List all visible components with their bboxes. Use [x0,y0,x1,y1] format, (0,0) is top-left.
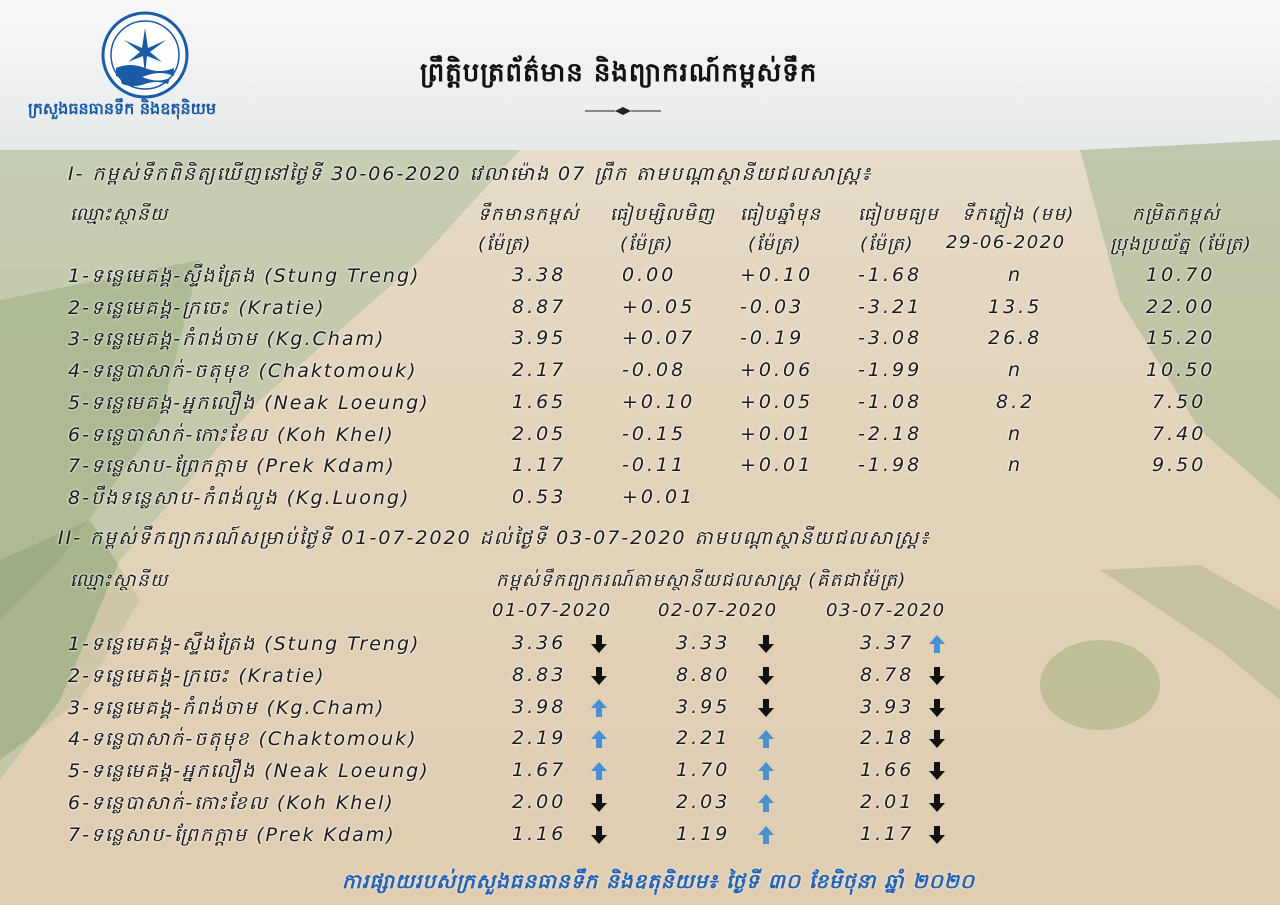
arrow-up-icon [756,825,776,845]
arrow-down-icon [756,634,776,654]
alarm-level: 22.00 [1146,295,1216,318]
vs-last-year: -0.19 [740,327,805,350]
alarm-level: 10.50 [1146,359,1216,382]
forecast-value: 8.83 [512,663,567,686]
col-average-header: ធៀបមធ្យម [858,204,940,225]
col-rain-header: ទឹកភ្លៀង (មម) [962,204,1075,225]
station-name: 1-ទន្លេមេគង្គ-ស្ទឹងត្រែង (Stung Treng) [68,265,421,287]
arrow-up-icon [927,634,947,654]
col-station-header-2: ឈ្មោះស្ថានីយ [70,570,169,591]
forecast-value: 2.19 [512,727,567,750]
forecast-value: 8.80 [676,663,731,686]
vs-last-year: +0.01 [740,454,814,477]
arrow-down-icon [589,793,609,813]
arrow-up-icon [756,761,776,781]
station-name: 3-ទន្លេមេគង្គ-កំពង់ចាម (Kg.Cham) [68,696,386,719]
arrow-down-icon [589,825,609,845]
vs-average: -3.21 [858,295,923,318]
station-name: 5-ទន្លេមេគង្គ-អ្នកលឿង (Neak Loeung) [68,760,430,783]
vs-yesterday: +0.10 [622,390,696,413]
forecast-value: 2.03 [676,791,731,813]
page-title: ព្រឹត្តិបត្រព័ត៌មាន និងព្យាករណ៍កម្ពស់ទឹក [420,58,818,88]
station-name: 4-ទន្លេបាសាក់-ចតុមុខ (Chaktomouk) [68,728,418,751]
forecast-value: 1.16 [512,822,567,845]
rainfall: 13.5 [988,295,1043,318]
col-alarm-header: កម្រិតកម្ពស់ [1132,204,1221,225]
forecast-value: 2.21 [676,727,731,750]
station-name: 6-ទន្លេបាសាក់-កោះខែល (Koh Khel) [68,792,395,814]
arrow-down-icon [756,666,776,686]
water-level: 1.17 [512,454,567,477]
col-alarm-unit: ប្រុងប្រយ័ត្ន (ម៉ែត្រ) [1110,234,1253,255]
forecast-value: 1.66 [860,759,915,782]
col-level-unit: (ម៉ែត្រ) [478,234,532,255]
station-name: 7-ទន្លេសាប-ព្រែកក្តាម (Prek Kdam) [68,455,396,478]
ministry-logo [100,10,190,100]
forecast-value: 8.78 [860,663,915,686]
arrow-down-icon [927,825,947,845]
rainfall: n [1008,454,1024,477]
station-name: 8-បឹងទន្លេសាប-កំពង់លួង (Kg.Luong) [68,486,411,509]
vs-last-year: +0.01 [740,422,814,445]
water-level: 8.87 [512,295,567,318]
footer-publication-note: ការផ្សាយរបស់ក្រសួងធនធានទឹក និងឧតុនិយម៖ ថ្ងៃទី ៣០ ខែមិថុនា ឆ្នាំ ២០២០ [342,869,976,893]
col-lastyear-header: ធៀបឆ្នាំមុន [740,204,822,225]
forecast-value: 1.67 [512,759,567,782]
forecast-value: 2.18 [860,727,915,750]
vs-last-year: -0.03 [740,295,805,318]
vs-average: -3.08 [858,327,923,350]
alarm-level: 7.50 [1152,390,1207,413]
arrow-down-icon [589,666,609,686]
rainfall: n [1008,264,1024,286]
water-level: 2.05 [512,422,567,445]
water-level: 3.38 [512,264,567,286]
arrow-down-icon [589,634,609,654]
forecast-value: 3.98 [512,695,567,718]
water-level: 0.53 [512,485,567,508]
arrow-down-icon [927,761,947,781]
station-name: 7-ទន្លេសាប-ព្រែកក្តាម (Prek Kdam) [68,823,396,846]
vs-yesterday: +0.05 [622,295,696,318]
forecast-value: 2.01 [860,791,915,813]
vs-average: -1.99 [858,359,923,382]
vs-yesterday: 0.00 [622,264,677,286]
rainfall: n [1008,359,1024,382]
station-name: 2-ទន្លេមេគង្គ-ក្រចេះ (Kratie) [68,296,326,319]
forecast-value: 3.36 [512,632,567,654]
col-yesterday-header: ធៀបម្សិលមិញ [610,204,716,225]
section2-heading: II- កម្ពស់ទឹកព្យាករណ៍សម្រាប់ថ្ងៃទី 01-07-2020 ដល់ថ្ងៃទី 03-07-2020 តាមបណ្តាស្ថានីយជលសាស្រ្ត៖ [58,527,931,549]
vs-yesterday: +0.07 [622,327,696,350]
arrow-down-icon [756,698,776,718]
forecast-date-3: 03-07-2020 [826,600,946,621]
station-name: 1-ទន្លេមេគង្គ-ស្ទឹងត្រែង (Stung Treng) [68,633,421,655]
vs-yesterday: +0.01 [622,485,696,508]
water-level: 3.95 [512,327,567,350]
col-station-header: ឈ្មោះស្ថានីយ [70,204,169,225]
vs-last-year: +0.05 [740,390,814,413]
vs-average: -1.98 [858,454,923,477]
forecast-value: 1.70 [676,759,731,782]
vs-yesterday: -0.08 [622,359,687,382]
water-level: 2.17 [512,359,567,382]
rainfall: n [1008,422,1024,445]
arrow-down-icon [927,666,947,686]
forecast-value: 1.17 [860,822,915,845]
vs-average: -2.18 [858,422,923,445]
vs-average: -1.68 [858,264,923,286]
water-level: 1.65 [512,390,567,413]
ministry-name: ក្រសួងធនធានទឹក និងឧតុនិយម [28,99,217,118]
station-name: 2-ទន្លេមេគង្គ-ក្រចេះ (Kratie) [68,664,326,687]
vs-average: -1.08 [858,390,923,413]
rainfall: 26.8 [988,327,1043,350]
arrow-up-icon [589,761,609,781]
vs-last-year: +0.06 [740,359,814,382]
col-level-header: ទឹកមានកម្ពស់ [478,204,580,225]
vs-last-year: +0.10 [740,264,814,286]
arrow-up-icon [756,729,776,749]
arrow-up-icon [589,729,609,749]
vs-yesterday: -0.15 [622,422,687,445]
forecast-date-1: 01-07-2020 [492,600,612,621]
arrow-down-icon [927,793,947,813]
col-forecast-header: កម្ពស់ទឹកព្យាករណ៍តាមស្ថានីយជលសាស្រ្ត (គិតជាម៉ែត្រ) [496,570,907,591]
forecast-value: 1.19 [676,822,731,845]
station-name: 4-ទន្លេបាសាក់-ចតុមុខ (Chaktomouk) [68,360,418,383]
arrow-down-icon [927,729,947,749]
station-name: 5-ទន្លេមេគង្គ-អ្នកលឿង (Neak Loeung) [68,391,430,414]
arrow-up-icon [589,698,609,718]
forecast-value: 3.37 [860,632,915,654]
forecast-date-2: 02-07-2020 [658,600,778,621]
col-yesterday-unit: (ម៉ែត្រ) [620,234,674,255]
col-lastyear-unit: (ម៉ែត្រ) [748,234,802,255]
alarm-level: 7.40 [1152,422,1207,445]
forecast-value: 3.95 [676,695,731,718]
alarm-level: 15.20 [1146,327,1216,350]
alarm-level: 10.70 [1146,264,1216,286]
arrow-down-icon [927,698,947,718]
station-name: 3-ទន្លេមេគង្គ-កំពង់ចាម (Kg.Cham) [68,328,386,351]
col-rain-date: 29-06-2020 [946,232,1066,253]
forecast-value: 2.00 [512,791,567,813]
forecast-value: 3.93 [860,695,915,718]
vs-yesterday: -0.11 [622,454,687,477]
rainfall: 8.2 [996,390,1036,413]
forecast-value: 3.33 [676,632,731,654]
col-average-unit: (ម៉ែត្រ) [860,234,914,255]
title-ornament [585,106,661,116]
station-name: 6-ទន្លេបាសាក់-កោះខែល (Koh Khel) [68,423,395,446]
arrow-up-icon [756,793,776,813]
section1-heading: I- កម្ពស់ទឹកពិនិត្យឃើញនៅថ្ងៃទី 30-06-2020 វេលាម៉ោង 07 ព្រឹក តាមបណ្តាស្ថានីយជលសាស្រ្ត៖ [68,163,873,185]
alarm-level: 9.50 [1152,454,1207,477]
